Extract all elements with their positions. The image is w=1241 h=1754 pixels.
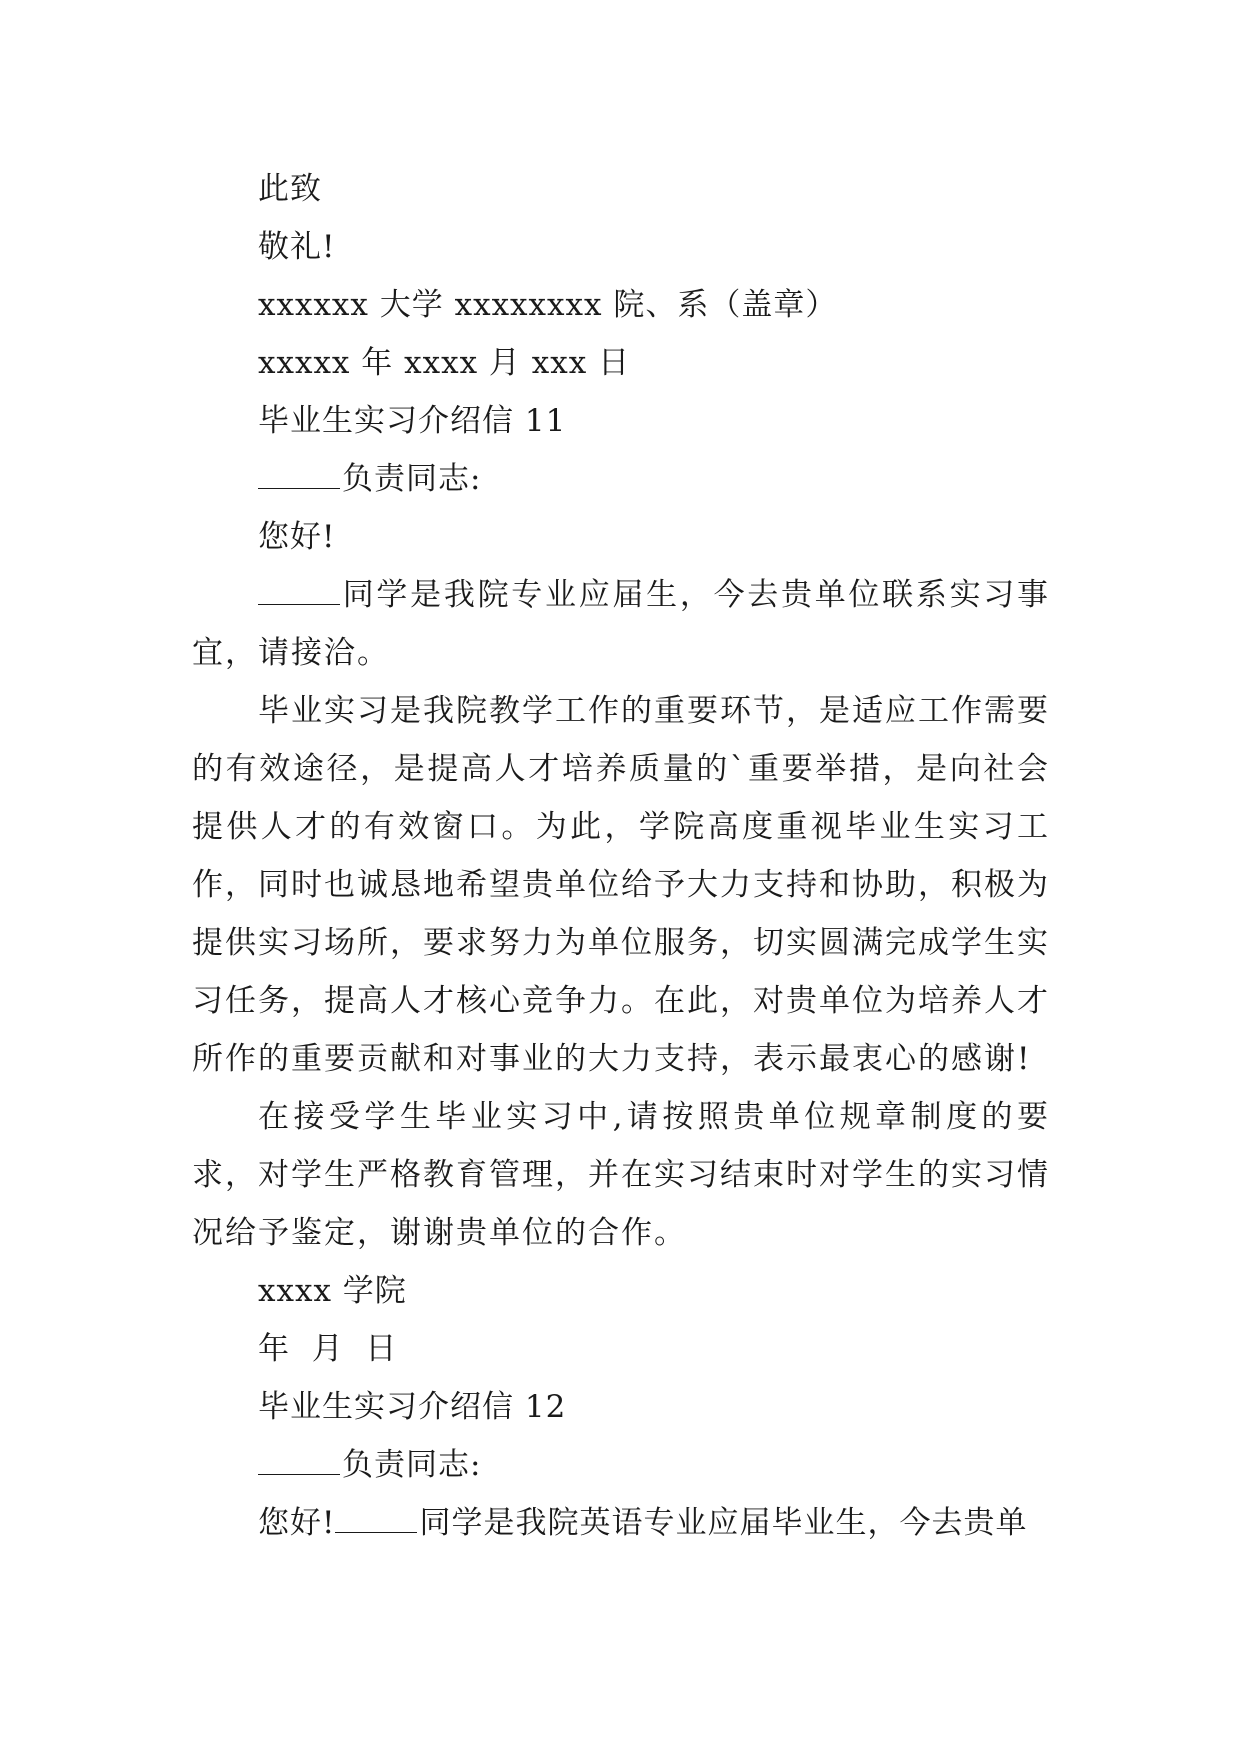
letter-12-greeting-line xyxy=(192,1494,1050,1552)
greeting-text: 您好! xyxy=(258,1505,336,1541)
letter-12-recipient xyxy=(192,1436,1050,1494)
letter-11-title: 毕业生实习介绍信 11 xyxy=(258,403,567,439)
paragraph-1-text: 同学是我院英语专业应届毕业生，今去贵单 xyxy=(419,1505,1028,1541)
letter-12-title: 毕业生实习介绍信 12 xyxy=(258,1389,567,1425)
letter-11-paragraph-2: 毕业实习是我院教学工作的重要环节，是适应工作需要的有效途径，是提高人才培养质量的`重要举措，是向社会提供人才的有效窗口。为此，学院高度重视毕业生实习工作，同时也诚恳地希望贵单位给予大力支持和协助，积极为提供实习场所，要求努力为单位服务，切实圆满完成学生实习任务，提高人才核心竞争力。在此，对贵单位为培养人才所作的重要贡献和对事业的大力支持，表示最衷心的感谢! xyxy=(192,693,1050,1077)
blank-underline xyxy=(258,574,340,605)
letter-11-date: 年 月 日 xyxy=(258,1331,398,1367)
salutation-line-2: 敬礼! xyxy=(258,229,336,265)
blank-underline xyxy=(258,1444,340,1475)
sender-signature: xxxxxx 大学 xxxxxxxx 院、系（盖章） xyxy=(258,287,838,323)
recipient-label: 负责同志: xyxy=(342,461,482,497)
paragraph-1-text: 同学是我院专业应届生，今去贵单位联系实习事宜，请接洽。 xyxy=(192,577,1050,671)
letter-11-sender: xxxx 学院 xyxy=(258,1273,407,1309)
letter-11-paragraph-1 xyxy=(192,566,1050,682)
letter-date: xxxxx 年 xxxx 月 xxx 日 xyxy=(258,345,631,381)
blank-underline xyxy=(258,458,340,489)
letter-11-paragraph-3: 在接受学生毕业实习中,请按照贵单位规章制度的要求，对学生严格教育管理，并在实习结束时对学生的实习情况给予鉴定，谢谢贵单位的合作。 xyxy=(192,1099,1050,1251)
letter-11-recipient xyxy=(192,450,1050,508)
letter-11-greeting: 您好! xyxy=(258,519,336,555)
salutation-line-1: 此致 xyxy=(258,171,322,207)
blank-underline xyxy=(335,1502,417,1533)
recipient-label: 负责同志: xyxy=(342,1447,482,1483)
document-body xyxy=(192,160,1050,1552)
